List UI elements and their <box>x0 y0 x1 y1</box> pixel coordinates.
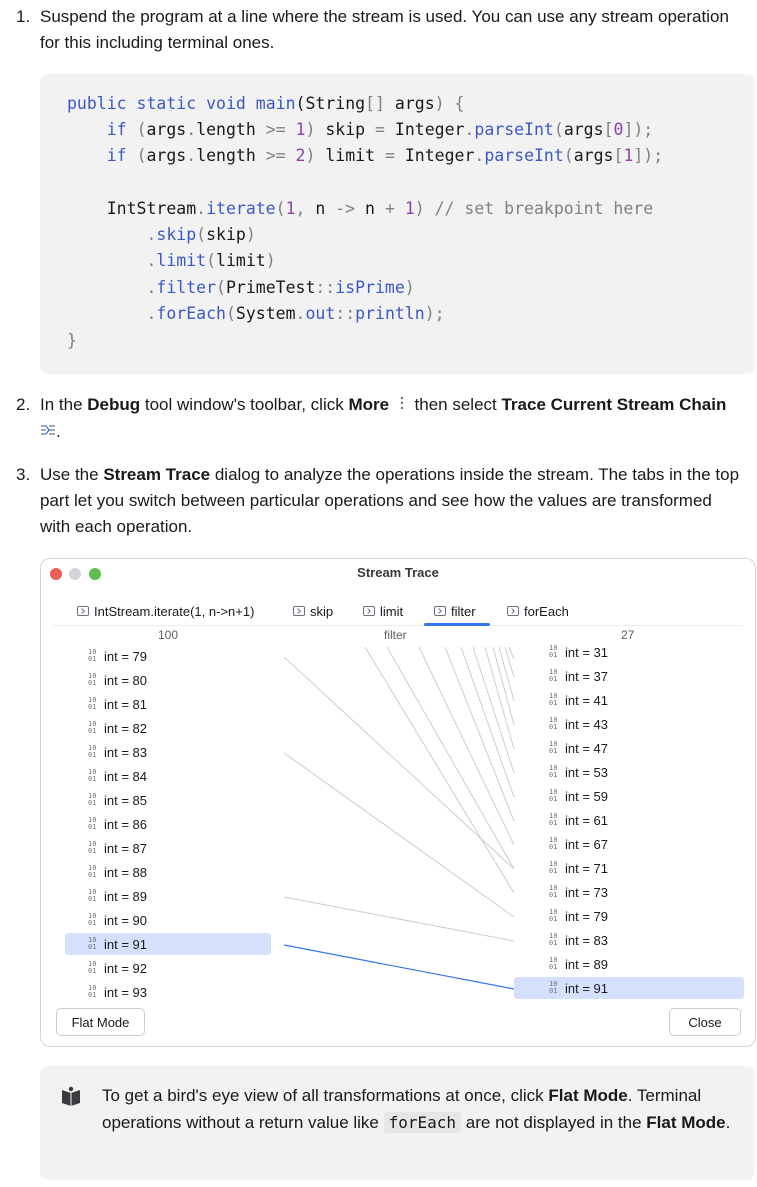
more-label: More <box>348 395 390 414</box>
value-label: int = 85 <box>104 792 148 808</box>
list-item[interactable] <box>514 665 744 687</box>
list-item[interactable] <box>514 953 744 975</box>
list-item[interactable] <box>53 861 271 883</box>
list-item[interactable] <box>53 693 271 715</box>
int-type-icon: 10 01 <box>88 816 97 831</box>
int-type-icon: 10 01 <box>88 888 97 903</box>
int-type-icon: 10 01 <box>88 696 97 711</box>
value-label: int = 80 <box>104 672 148 688</box>
list-item[interactable] <box>53 957 271 979</box>
int-type-icon: 10 01 <box>88 936 97 951</box>
int-type-icon: 10 01 <box>549 932 558 947</box>
value-label: int = 93 <box>104 984 148 1000</box>
value-label: int = 79 <box>104 648 148 664</box>
value-label: int = 53 <box>565 764 609 780</box>
int-type-icon: 10 01 <box>88 912 97 927</box>
int-type-icon: 10 01 <box>549 884 558 899</box>
step-number: 2. <box>16 395 31 414</box>
int-type-icon: 10 01 <box>88 840 97 855</box>
int-type-icon: 10 01 <box>549 956 558 971</box>
value-label: int = 31 <box>565 644 609 660</box>
int-type-icon: 10 01 <box>549 788 558 803</box>
list-item[interactable] <box>514 785 744 807</box>
list-item[interactable] <box>514 857 744 879</box>
int-type-icon: 10 01 <box>88 768 97 783</box>
code-line: .forEach(System.out::println); <box>146 304 445 323</box>
value-label: int = 91 <box>104 936 148 952</box>
tab-filter[interactable]: filter <box>434 597 476 625</box>
list-item[interactable] <box>53 837 271 859</box>
int-type-icon: 10 01 <box>549 812 558 827</box>
inline-code: forEach <box>384 1112 461 1133</box>
value-label: int = 41 <box>565 692 609 708</box>
stream-trace-dialog <box>40 558 756 1047</box>
value-label: int = 88 <box>104 864 148 880</box>
int-type-icon: 10 01 <box>549 716 558 731</box>
code-line: if (args.length >= 2) limit = Integer.parseInt(args[1]); <box>106 146 664 165</box>
value-label: int = 90 <box>104 912 148 928</box>
flat-mode-ref: Flat Mode <box>646 1113 726 1132</box>
code-line: .limit(limit) <box>146 251 276 270</box>
value-label: int = 47 <box>565 740 609 756</box>
int-type-icon: 10 01 <box>549 836 558 851</box>
list-item[interactable] <box>53 645 271 667</box>
list-item[interactable] <box>53 789 271 811</box>
value-label: int = 73 <box>565 884 609 900</box>
value-label: int = 89 <box>565 956 609 972</box>
int-type-icon: 10 01 <box>88 672 97 687</box>
code-line: .skip(skip) <box>146 225 256 244</box>
list-item[interactable] <box>514 809 744 831</box>
list-item[interactable] <box>53 741 271 763</box>
list-item[interactable] <box>514 905 744 927</box>
int-type-icon: 10 01 <box>88 648 97 663</box>
value-label: int = 92 <box>104 960 148 976</box>
list-item[interactable] <box>53 669 271 691</box>
list-item[interactable] <box>514 929 744 951</box>
flat-mode-ref: Flat Mode <box>548 1086 628 1105</box>
list-item[interactable] <box>53 717 271 739</box>
tab-foreach[interactable]: forEach <box>507 597 569 625</box>
int-type-icon: 10 01 <box>549 980 558 995</box>
int-type-icon: 10 01 <box>88 744 97 759</box>
value-label: int = 87 <box>104 840 148 856</box>
left-count: 100 <box>158 628 179 642</box>
int-type-icon: 10 01 <box>88 960 97 975</box>
value-label: int = 71 <box>565 860 609 876</box>
int-type-icon: 10 01 <box>549 668 558 683</box>
value-label: int = 89 <box>104 888 148 904</box>
step-text: In the Debug tool window's toolbar, click More then select Trace Current Stream Chain . <box>40 392 740 445</box>
step-3 <box>16 462 740 540</box>
value-label: int = 83 <box>104 744 148 760</box>
step-number: 3. <box>16 465 31 484</box>
list-item[interactable] <box>53 813 271 835</box>
value-label: int = 43 <box>565 716 609 732</box>
value-label: int = 61 <box>565 812 609 828</box>
value-label: int = 83 <box>565 932 609 948</box>
code-block <box>40 74 755 374</box>
list-item[interactable] <box>514 761 744 783</box>
value-label: int = 59 <box>565 788 609 804</box>
step-number: 1. <box>16 7 31 26</box>
int-type-icon: 10 01 <box>88 720 97 735</box>
int-type-icon: 10 01 <box>549 740 558 755</box>
stream-trace-label: Stream Trace <box>103 465 211 484</box>
more-vertical-icon <box>394 393 410 419</box>
value-label: int = 91 <box>565 980 609 996</box>
list-item[interactable] <box>514 737 744 759</box>
int-type-icon: 10 01 <box>88 984 97 999</box>
list-item[interactable] <box>514 833 744 855</box>
value-label: int = 84 <box>104 768 148 784</box>
close-button[interactable]: Close <box>669 1008 741 1036</box>
debug-label: Debug <box>87 395 141 414</box>
trace-stream-chain-icon <box>40 419 56 445</box>
flat-mode-button[interactable]: Flat Mode <box>56 1008 145 1036</box>
middle-header: filter <box>384 628 407 642</box>
step-text: Suspend the program at a line where the stream is used. You can use any stream operation for this including terminal ones. <box>40 7 729 52</box>
int-type-icon: 10 01 <box>549 692 558 707</box>
list-item[interactable] <box>514 641 744 663</box>
code-line: if (args.length >= 1) skip = Integer.parseInt(args[0]); <box>106 120 654 139</box>
trace-label: Trace Current Stream Chain <box>501 395 727 414</box>
list-item[interactable] <box>514 881 744 903</box>
dialog-title: Stream Trace <box>357 565 439 580</box>
tab-iterate[interactable]: IntStream.iterate(1, n->n+1) <box>77 597 254 625</box>
code-line: .filter(PrimeTest::isPrime) <box>146 278 415 297</box>
list-item[interactable] <box>514 713 744 735</box>
code-line: } <box>67 331 77 350</box>
right-count: 27 <box>621 628 635 642</box>
int-type-icon: 10 01 <box>549 908 558 923</box>
code-line: IntStream.iterate(1, n -> n + 1) // set breakpoint here <box>67 199 654 218</box>
list-item[interactable] <box>53 765 271 787</box>
tip-book-icon <box>60 1086 82 1111</box>
code-line: public static void main(String[] args) { <box>67 94 465 113</box>
int-type-icon: 10 01 <box>549 644 558 659</box>
list-item[interactable] <box>53 885 271 907</box>
value-label: int = 67 <box>565 836 609 852</box>
step-text: Use the Stream Trace dialog to analyze the operations inside the stream. The tabs in the top part let you switch between particular operations and see how the values are transformed with each operation. <box>40 465 740 536</box>
value-label: int = 86 <box>104 816 148 832</box>
list-item[interactable] <box>514 689 744 711</box>
int-type-icon: 10 01 <box>88 792 97 807</box>
value-label: int = 79 <box>565 908 609 924</box>
value-label: int = 82 <box>104 720 148 736</box>
value-label: int = 81 <box>104 696 148 712</box>
tip-text: To get a bird's eye view of all transformations at once, click Flat Mode. Terminal operations without a return value like forEach are not displayed in the Flat Mode. <box>102 1086 731 1132</box>
value-label: int = 37 <box>565 668 609 684</box>
tab-skip[interactable]: skip <box>293 597 333 625</box>
step-2 <box>16 392 740 445</box>
list-item[interactable] <box>65 933 271 955</box>
step-1 <box>16 4 740 56</box>
list-item[interactable] <box>53 981 271 1003</box>
int-type-icon: 10 01 <box>549 860 558 875</box>
int-type-icon: 10 01 <box>88 864 97 879</box>
tab-limit[interactable]: limit <box>363 597 403 625</box>
int-type-icon: 10 01 <box>549 764 558 779</box>
tip-callout <box>40 1066 755 1180</box>
list-item[interactable] <box>53 909 271 931</box>
list-item[interactable] <box>514 977 744 999</box>
